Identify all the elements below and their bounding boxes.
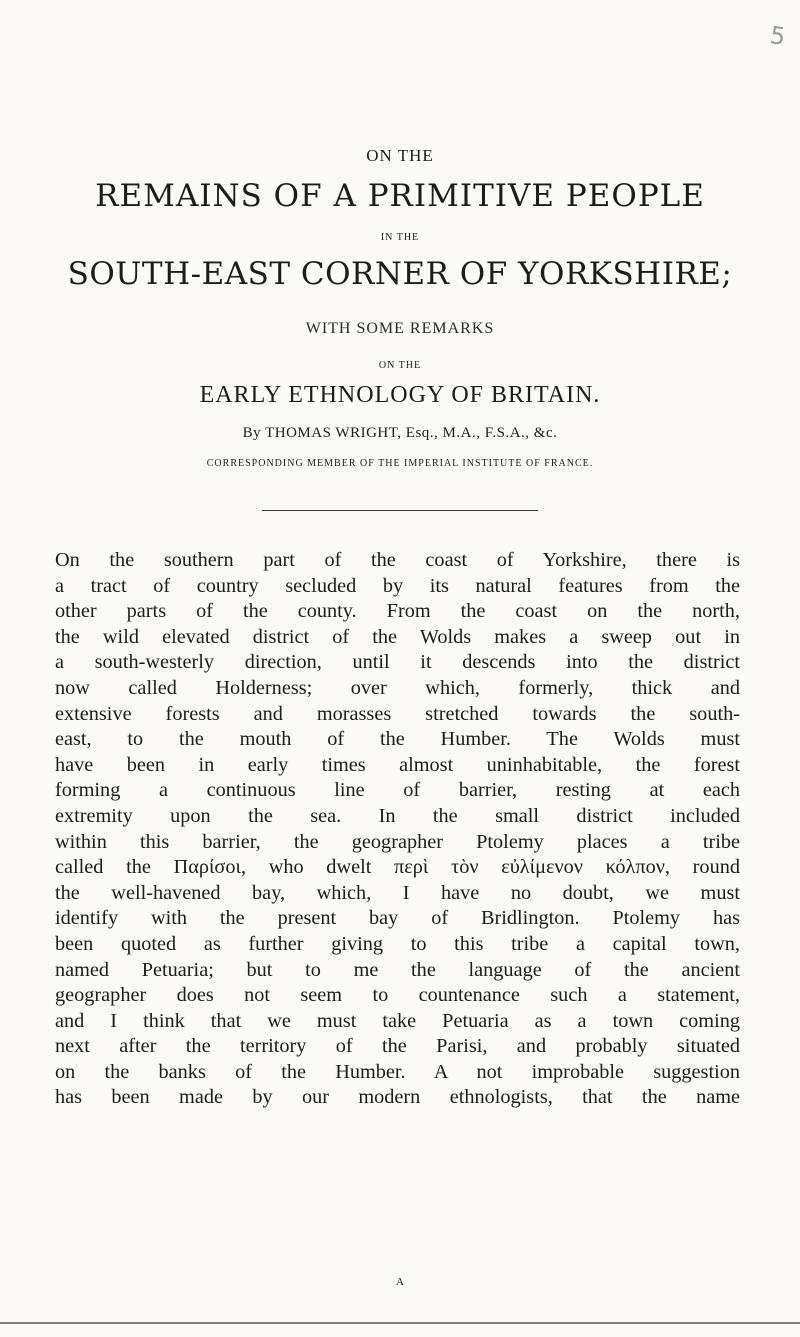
body-line: have been in early times almost uninhabitable, the forest	[55, 753, 740, 776]
body-line: forming a continuous line of barrier, resting at each	[55, 779, 740, 802]
body-line: has been made by our modern ethnologists, that the name	[55, 1086, 740, 1109]
signature-mark: A	[396, 1276, 404, 1288]
body-line: identify with the present bay of Bridlington. Ptolemy has	[55, 907, 740, 930]
title-on-the-2: ON THE	[378, 360, 422, 371]
body-line: now called Holderness; over which, formerly, thick and	[55, 676, 740, 699]
body-line: a south-westerly direction, until it descends into the district	[55, 651, 740, 674]
body-line: the wild elevated district of the Wolds makes a sweep out in	[55, 625, 740, 648]
title-early-ethnology: EARLY ETHNOLOGY OF BRITAIN.	[199, 382, 601, 408]
body-line: other parts of the county. From the coast on the north,	[55, 600, 740, 623]
body-line: a tract of country secluded by its natural features from the	[55, 574, 740, 597]
body-paragraph	[55, 548, 740, 1111]
page-number-mark: 5	[768, 21, 788, 51]
body-line: extremity upon the sea. In the small district included	[55, 804, 740, 827]
subtitle: SOUTH-EAST CORNER OF YORKSHIRE;	[67, 256, 733, 292]
body-line: geographer does not seem to countenance such a statement,	[55, 984, 740, 1007]
body-line: the well-havened bay, which, I have no doubt, we must	[55, 881, 740, 904]
body-line: named Petuaria; but to me the language of the ancient	[55, 958, 740, 981]
body-line: and I think that we must take Petuaria as a town coming	[55, 1009, 740, 1032]
title-with-remarks: WITH SOME REMARKS	[305, 320, 495, 337]
body-line: next after the territory of the Parisi, and probably situated	[55, 1035, 740, 1058]
body-line: been quoted as further giving to this tribe a capital town,	[55, 932, 740, 955]
body-line: extensive forests and morasses stretched towards the south-	[55, 702, 740, 725]
main-title: REMAINS OF A PRIMITIVE PEOPLE	[95, 178, 705, 214]
body-line: On the southern part of the coast of Yorkshire, there is	[55, 549, 740, 571]
author-by-line: By THOMAS WRIGHT, Esq., M.A., F.S.A., &c.	[242, 425, 558, 441]
body-line: on the banks of the Humber. A not improbable suggestion	[55, 1060, 740, 1083]
page-bottom-edge	[0, 1322, 800, 1324]
author-affiliation: CORRESPONDING MEMBER OF THE IMPERIAL INSTITUTE OF FRANCE.	[206, 458, 594, 469]
body-line: within this barrier, the geographer Ptolemy places a tribe	[55, 830, 740, 853]
title-on-the: ON THE	[366, 146, 434, 165]
body-line: east, to the mouth of the Humber. The Wolds must	[55, 728, 740, 751]
title-in-the: IN THE	[380, 232, 420, 243]
body-line: called the Παρίσοι, who dwelt περὶ τὸν εὐλίμενον κόλπον, round	[55, 856, 740, 879]
title-divider	[262, 510, 538, 511]
